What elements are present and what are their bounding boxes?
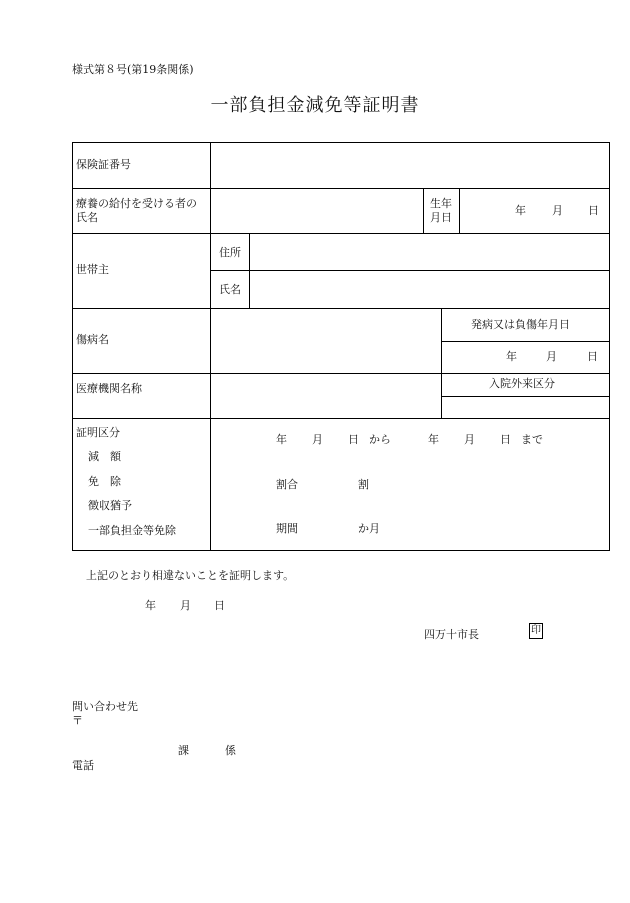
column-line	[249, 233, 250, 308]
name-label: 氏名	[219, 283, 241, 296]
form-number: 様式第８号(第19条関係)	[72, 63, 194, 76]
period-from-year: 年	[276, 433, 287, 446]
phone-label: 電話	[72, 759, 94, 772]
beneficiary-name-label-line1: 療養の給付を受ける者の	[76, 197, 197, 210]
birth-year-unit: 年	[515, 204, 526, 217]
table-border-right	[609, 142, 610, 551]
birth-month-unit: 月	[552, 204, 563, 217]
table-border-bottom	[72, 550, 610, 551]
cert-category-label: 証明区分	[76, 426, 120, 439]
birth-date-label-line2: 月日	[430, 211, 452, 224]
document-title: 一部負担金減免等証明書	[210, 95, 420, 116]
seal-mark: 印	[529, 623, 543, 639]
column-line	[423, 188, 424, 233]
birth-date-label-line1: 生年	[430, 197, 452, 210]
row-line	[210, 270, 610, 271]
household-head-label: 世帯主	[76, 263, 109, 276]
ratio-unit: 割	[358, 478, 369, 491]
column-line	[459, 188, 460, 233]
section-unit: 係	[225, 744, 236, 757]
duration-unit: か月	[358, 522, 380, 535]
certification-date-month: 月	[180, 599, 191, 612]
postal-mark: 〒	[72, 714, 83, 727]
ratio-label: 割合	[276, 478, 298, 491]
cat-exemption: 免 除	[88, 475, 121, 488]
inpatient-outpatient-label: 入院外来区分	[489, 377, 555, 390]
onset-day-unit: 日	[587, 350, 598, 363]
column-line	[441, 308, 442, 418]
row-line	[72, 233, 610, 234]
cat-reduction: 減 額	[88, 450, 121, 463]
period-to-month: 月	[464, 433, 475, 446]
period-to: まで	[521, 433, 543, 446]
row-line	[72, 373, 610, 374]
injury-name-label: 傷病名	[76, 333, 109, 346]
period-to-day: 日	[500, 433, 511, 446]
period-from-day: 日	[348, 433, 359, 446]
certificate-table	[72, 142, 610, 551]
period-from: から	[369, 433, 391, 446]
certification-text: 上記のとおり相違ないことを証明します。	[86, 569, 295, 582]
issuer-title: 四万十市長	[424, 628, 479, 641]
address-label: 住所	[219, 246, 241, 259]
duration-label: 期間	[276, 522, 298, 535]
cat-deferral: 徴収猶予	[88, 499, 132, 512]
beneficiary-name-label-line2: 氏名	[76, 211, 98, 224]
row-line	[442, 396, 610, 397]
contact-label: 問い合わせ先	[72, 700, 138, 713]
row-line	[442, 341, 610, 342]
institution-name-label: 医療機関名称	[76, 382, 142, 395]
birth-day-unit: 日	[588, 204, 599, 217]
onset-year-unit: 年	[506, 350, 517, 363]
insurance-card-number-label: 保険証番号	[76, 158, 131, 171]
cat-partial-exemption: 一部負担金等免除	[88, 524, 176, 537]
column-line	[210, 142, 211, 551]
certification-date-day: 日	[214, 599, 225, 612]
table-border-left	[72, 142, 73, 551]
certification-date-year: 年	[145, 599, 156, 612]
table-border-top	[72, 142, 610, 143]
period-from-month: 月	[312, 433, 323, 446]
period-to-year: 年	[428, 433, 439, 446]
onset-date-label: 発病又は負傷年月日	[471, 318, 570, 331]
row-line	[72, 188, 610, 189]
department-unit: 課	[178, 744, 189, 757]
row-line	[72, 418, 610, 419]
row-line	[72, 308, 610, 309]
onset-month-unit: 月	[546, 350, 557, 363]
